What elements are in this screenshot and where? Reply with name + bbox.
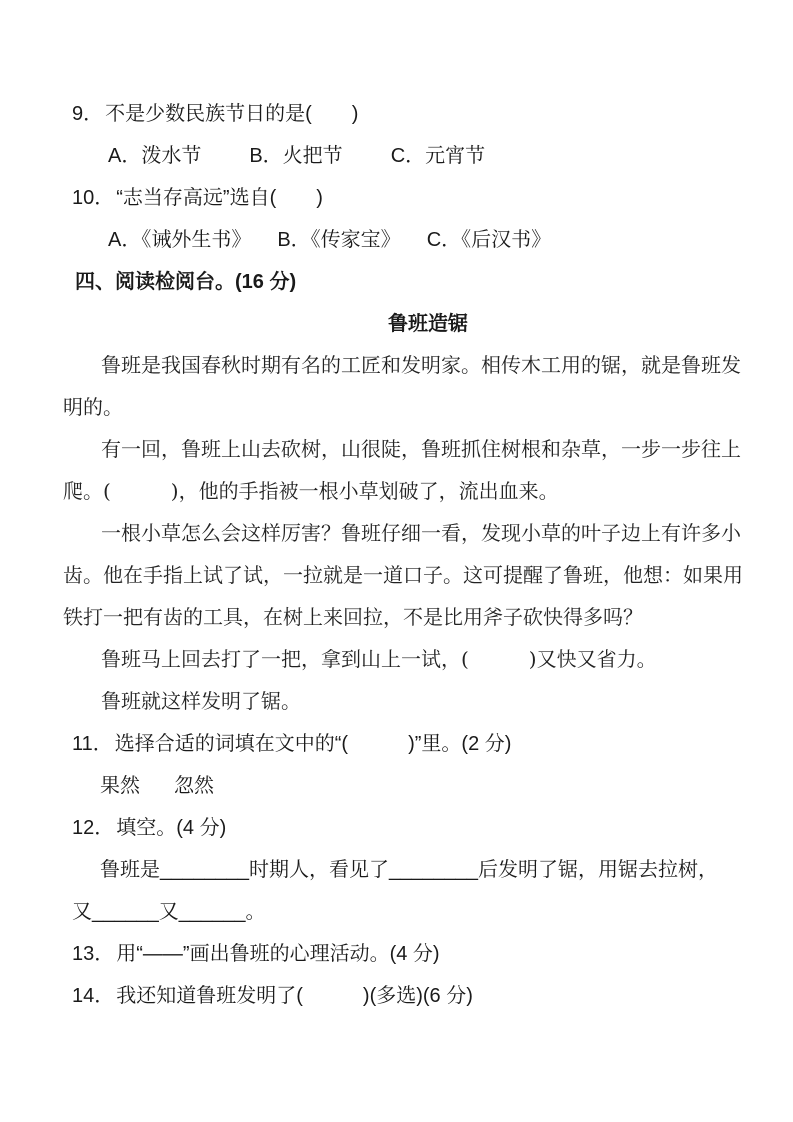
question-12-fill-line-1: 鲁班是________时期人，看见了________后发明了锯，用锯去拉树， — [100, 858, 718, 881]
question-10-option-c: C．《后汉书》 — [426, 228, 552, 251]
passage-line-5: 一根小草怎么会这样厉害？鲁班仔细一看，发现小草的叶子边上有许多小 — [101, 520, 741, 545]
question-13-text: 用“——”画出鲁班的心理活动。(4 分) — [116, 942, 440, 965]
question-10-option-a: A．《诫外生书》 — [108, 228, 252, 251]
passage-title: 鲁班造锯 — [388, 312, 468, 335]
passage-line-6: 齿。他在手指上试了试，一拉就是一道口子。这可提醒了鲁班，他想：如果用 — [63, 562, 743, 587]
passage-line-3: 有一回，鲁班上山去砍树，山很陡，鲁班抓住树根和杂草，一步一步往上 — [101, 436, 741, 461]
worksheet-content — [63, 90, 793, 1014]
question-13-number: 13． — [72, 942, 115, 965]
passage-line-2: 明的。 — [63, 394, 123, 419]
question-12-fill-line-2: 又______又______。 — [72, 900, 266, 923]
question-10-text: “志当存高远”选自( ) — [116, 186, 323, 209]
question-11-stem — [63, 720, 793, 762]
question-9-stem — [63, 90, 793, 132]
question-9-option-b: B．火把节 — [249, 144, 343, 167]
question-11-text: 选择合适的词填在文中的“( )”里。(2 分) — [114, 732, 512, 755]
word-choice-guoran: 果然 — [100, 774, 140, 797]
question-11-number: 11． — [72, 732, 113, 755]
question-10-stem — [63, 174, 793, 216]
question-14-stem — [63, 972, 793, 1014]
question-9-option-c: C．元宵节 — [390, 144, 486, 167]
question-9-option-a: A．泼水节 — [108, 144, 202, 167]
passage-line-7: 铁打一把有齿的工具，在树上来回拉，不是比用斧子砍快得多吗？ — [63, 604, 643, 629]
question-10-number: 10． — [72, 186, 115, 209]
question-11-word-choices — [63, 762, 793, 804]
question-14-text: 我还知道鲁班发明了( )(多选)(6 分) — [116, 984, 473, 1007]
passage-line-9: 鲁班就这样发明了锯。 — [101, 688, 301, 713]
passage-line-4: 爬。( )，他的手指被一根小草划破了，流出血来。 — [63, 478, 559, 503]
question-10-options — [63, 216, 793, 258]
question-9-text: 不是少数民族节日的是( ) — [105, 102, 359, 125]
section-4-heading: 四、阅读检阅台。(16 分) — [75, 270, 297, 293]
question-10-option-b: B．《传家宝》 — [277, 228, 401, 251]
passage-line-1: 鲁班是我国春秋时期有名的工匠和发明家。相传木工用的锯，就是鲁班发 — [101, 352, 741, 377]
question-12-number: 12． — [72, 816, 115, 839]
question-12-stem — [63, 804, 793, 846]
question-12-text: 填空。(4 分) — [116, 816, 227, 839]
question-14-number: 14． — [72, 984, 115, 1007]
passage-line-8: 鲁班马上回去打了一把，拿到山上一试，( )又快又省力。 — [101, 646, 657, 671]
question-9-number: 9． — [72, 102, 104, 125]
word-choice-huran: 忽然 — [174, 774, 214, 797]
question-9-options — [63, 132, 793, 174]
question-13-stem — [63, 930, 793, 972]
